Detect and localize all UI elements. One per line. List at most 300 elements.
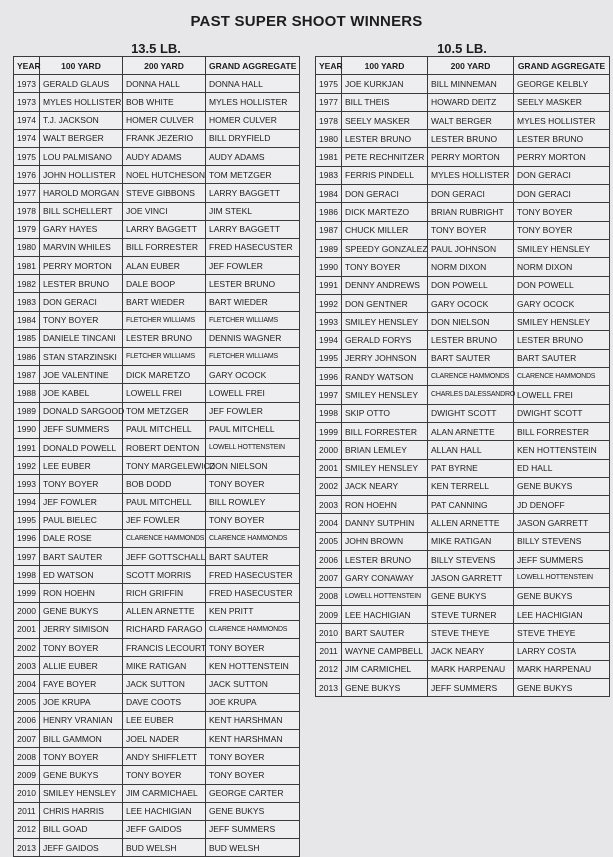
grand-aggregate-cell: BART SAUTER: [514, 349, 610, 367]
100-yard-cell: BILL THEIS: [342, 93, 428, 111]
grand-aggregate-cell: KENT HARSHMAN: [206, 711, 300, 729]
page-title: PAST SUPER SHOOT WINNERS: [190, 13, 423, 30]
table-row: [316, 514, 610, 532]
100-yard-cell: DON GERACI: [40, 293, 123, 311]
grand-aggregate-cell: DON GERACI: [514, 166, 610, 184]
year-cell: 1995: [316, 349, 342, 367]
grand-aggregate-cell: DENNIS WAGNER: [206, 329, 300, 347]
100-yard-cell: GARY CONAWAY: [342, 569, 428, 587]
table-row: [316, 349, 610, 367]
year-cell: 2002: [14, 639, 40, 657]
year-cell: 2008: [316, 587, 342, 605]
200-yard-cell: ALLEN ARNETTE: [123, 602, 206, 620]
grand-aggregate-cell: BILLY STEVENS: [514, 532, 610, 550]
table-row: [14, 147, 300, 165]
200-yard-cell: PAUL MITCHELL: [123, 420, 206, 438]
100-yard-cell: DONALD SARGOOD: [40, 402, 123, 420]
200-yard-cell: DALE BOOP: [123, 275, 206, 293]
200-yard-cell: DONNA HALL: [123, 75, 206, 93]
grand-aggregate-cell: GENE BUKYS: [514, 679, 610, 697]
100-yard-cell: DANNY SUTPHIN: [342, 514, 428, 532]
year-cell: 2006: [14, 711, 40, 729]
100-yard-cell: TONY BOYER: [40, 311, 123, 329]
100-yard-cell: GERALD GLAUS: [40, 75, 123, 93]
table-row: [14, 784, 300, 802]
grand-aggregate-cell: JACK SUTTON: [206, 675, 300, 693]
table-row: [316, 203, 610, 221]
table-row: [14, 420, 300, 438]
year-cell: 1991: [14, 438, 40, 456]
100-yard-cell: ED WATSON: [40, 566, 123, 584]
table-row: [14, 766, 300, 784]
100-yard-cell: DICK MARTEZO: [342, 203, 428, 221]
table-row: [14, 275, 300, 293]
grand-aggregate-cell: BART WIEDER: [206, 293, 300, 311]
grand-aggregate-cell: ED HALL: [514, 459, 610, 477]
year-cell: 1978: [316, 111, 342, 129]
grand-aggregate-cell: JD DENOFF: [514, 496, 610, 514]
table-row: [316, 294, 610, 312]
200-yard-cell: LESTER BRUNO: [428, 130, 514, 148]
table-row: [14, 584, 300, 602]
200-yard-cell: PAT BYRNE: [428, 459, 514, 477]
year-cell: 1993: [316, 313, 342, 331]
200-yard-cell: BILL MINNEMAN: [428, 75, 514, 93]
table-row: [14, 820, 300, 838]
grand-aggregate-cell: BILL FORRESTER: [514, 422, 610, 440]
100-yard-cell: DONALD POWELL: [40, 438, 123, 456]
200-yard-cell: JASON GARRETT: [428, 569, 514, 587]
100-yard-cell: JERRY SIMISON: [40, 620, 123, 638]
year-cell: 1990: [14, 420, 40, 438]
200-yard-cell: BART WIEDER: [123, 293, 206, 311]
year-cell: 1982: [14, 275, 40, 293]
200-yard-cell: ALLEN ARNETTE: [428, 514, 514, 532]
table-row: [14, 111, 300, 129]
200-yard-cell: CHARLES DALESSANDRO: [428, 386, 514, 404]
100-yard-cell: BILL GOAD: [40, 820, 123, 838]
table-row: [316, 496, 610, 514]
200-yard-cell: KEN TERRELL: [428, 477, 514, 495]
100-yard-cell: BART SAUTER: [40, 548, 123, 566]
year-cell: 1999: [316, 422, 342, 440]
grand-aggregate-cell: DON NIELSON: [206, 457, 300, 475]
year-cell: 1996: [14, 529, 40, 547]
200-yard-cell: ALAN EUBER: [123, 257, 206, 275]
winners-table-13-5-lb: [13, 56, 300, 857]
100-yard-cell: FAYE BOYER: [40, 675, 123, 693]
100-yard-cell: CHUCK MILLER: [342, 221, 428, 239]
grand-aggregate-cell: FRED HASECUSTER: [206, 566, 300, 584]
200-yard-cell: LOWELL FREI: [123, 384, 206, 402]
table-row: [14, 238, 300, 256]
100-yard-cell: JOHN HOLLISTER: [40, 166, 123, 184]
grand-aggregate-cell: MYLES HOLLISTER: [514, 111, 610, 129]
200-yard-cell: DICK MARETZO: [123, 366, 206, 384]
200-yard-cell: GENE BUKYS: [428, 587, 514, 605]
year-cell: 1976: [14, 166, 40, 184]
year-cell: 1973: [14, 93, 40, 111]
year-cell: 1978: [14, 202, 40, 220]
grand-aggregate-cell: TONY BOYER: [514, 203, 610, 221]
200-yard-cell: TONY BOYER: [123, 766, 206, 784]
200-yard-cell: TONY MARGELEWICZ: [123, 457, 206, 475]
200-yard-cell: DON GERACI: [428, 185, 514, 203]
200-yard-cell: FRANCIS LECOURT: [123, 639, 206, 657]
year-cell: 2009: [14, 766, 40, 784]
200-yard-cell: JEFF SUMMERS: [428, 679, 514, 697]
100-yard-cell: JEFF GAIDOS: [40, 839, 123, 857]
year-cell: 1994: [316, 331, 342, 349]
200-yard-cell: JOE VINCI: [123, 202, 206, 220]
grand-aggregate-cell: JEFF SUMMERS: [514, 551, 610, 569]
200-yard-cell: FRANK JEZERIO: [123, 129, 206, 147]
200-yard-cell: JEFF GAIDOS: [123, 820, 206, 838]
200-yard-cell: RICH GRIFFIN: [123, 584, 206, 602]
table-row: [316, 368, 610, 386]
table-row: [316, 166, 610, 184]
year-cell: 1997: [14, 548, 40, 566]
grand-aggregate-cell: SMILEY HENSLEY: [514, 313, 610, 331]
table-row: [14, 202, 300, 220]
100-yard-cell: LESTER BRUNO: [342, 551, 428, 569]
grand-aggregate-cell: TONY BOYER: [206, 748, 300, 766]
grand-aggregate-cell: LOWELL FREI: [514, 386, 610, 404]
200-yard-cell: NORM DIXON: [428, 258, 514, 276]
100-yard-cell: GARY HAYES: [40, 220, 123, 238]
100-yard-cell: JOE KABEL: [40, 384, 123, 402]
year-cell: 2007: [316, 569, 342, 587]
200-yard-cell: PERRY MORTON: [428, 148, 514, 166]
200-yard-cell: SCOTT MORRIS: [123, 566, 206, 584]
table-row: [316, 404, 610, 422]
100-yard-cell: DALE ROSE: [40, 529, 123, 547]
grand-aggregate-cell: GENE BUKYS: [514, 587, 610, 605]
100-yard-cell: PETE RECHNITZER: [342, 148, 428, 166]
year-cell: 1977: [316, 93, 342, 111]
grand-aggregate-cell: TOM METZGER: [206, 166, 300, 184]
table-row: [316, 587, 610, 605]
grand-aggregate-cell: GARY OCOCK: [514, 294, 610, 312]
grand-aggregate-cell: GENE BUKYS: [206, 802, 300, 820]
100-yard-cell: PAUL BIELEC: [40, 511, 123, 529]
grand-aggregate-cell: DON GERACI: [514, 185, 610, 203]
200-yard-cell: DAVE COOTS: [123, 693, 206, 711]
100-yard-cell: LEE HACHIGIAN: [342, 605, 428, 623]
year-cell: 1981: [316, 148, 342, 166]
grand-aggregate-cell: JEF FOWLER: [206, 402, 300, 420]
grand-aggregate-cell: FRED HASECUSTER: [206, 238, 300, 256]
200-yard-cell: LEE HACHIGIAN: [123, 802, 206, 820]
100-yard-cell: TONY BOYER: [40, 639, 123, 657]
year-cell: 1998: [14, 566, 40, 584]
table-row: [316, 258, 610, 276]
table-row: [316, 331, 610, 349]
column-header-200-yard: 200 YARD: [428, 57, 514, 75]
table-row: [316, 148, 610, 166]
100-yard-cell: SEELY MASKER: [342, 111, 428, 129]
200-yard-cell: BRIAN RUBRIGHT: [428, 203, 514, 221]
right-table-heading: 10.5 LB.: [437, 41, 487, 56]
table-row: [14, 257, 300, 275]
year-cell: 2010: [316, 624, 342, 642]
100-yard-cell: TONY BOYER: [40, 748, 123, 766]
grand-aggregate-cell: CLARENCE HAMMONDS: [514, 368, 610, 386]
year-cell: 2001: [14, 620, 40, 638]
year-cell: 1996: [316, 368, 342, 386]
grand-aggregate-cell: LOWELL HOTTENSTEIN: [206, 438, 300, 456]
100-yard-cell: ALLIE EUBER: [40, 657, 123, 675]
column-header-100-yard: 100 YARD: [40, 57, 123, 75]
100-yard-cell: SKIP OTTO: [342, 404, 428, 422]
year-cell: 1992: [14, 457, 40, 475]
grand-aggregate-cell: PERRY MORTON: [514, 148, 610, 166]
year-cell: 2004: [316, 514, 342, 532]
year-cell: 2005: [14, 693, 40, 711]
200-yard-cell: PAUL MITCHELL: [123, 493, 206, 511]
year-cell: 2013: [316, 679, 342, 697]
table-row: [14, 311, 300, 329]
200-yard-cell: TONY BOYER: [428, 221, 514, 239]
200-yard-cell: BUD WELSH: [123, 839, 206, 857]
year-cell: 2002: [316, 477, 342, 495]
100-yard-cell: MYLES HOLLISTER: [40, 93, 123, 111]
grand-aggregate-cell: KEN PRITT: [206, 602, 300, 620]
grand-aggregate-cell: LARRY BAGGETT: [206, 220, 300, 238]
table-row: [316, 660, 610, 678]
100-yard-cell: LESTER BRUNO: [40, 275, 123, 293]
grand-aggregate-cell: HOMER CULVER: [206, 111, 300, 129]
grand-aggregate-cell: MARK HARPENAU: [514, 660, 610, 678]
grand-aggregate-cell: JIM STEKL: [206, 202, 300, 220]
100-yard-cell: PERRY MORTON: [40, 257, 123, 275]
grand-aggregate-cell: KEN HOTTENSTEIN: [206, 657, 300, 675]
100-yard-cell: WAYNE CAMPBELL: [342, 642, 428, 660]
table-row: [316, 386, 610, 404]
100-yard-cell: SMILEY HENSLEY: [342, 313, 428, 331]
100-yard-cell: CHRIS HARRIS: [40, 802, 123, 820]
table-row: [14, 166, 300, 184]
year-cell: 2011: [14, 802, 40, 820]
column-header-year: YEAR: [316, 57, 342, 75]
table-row: [14, 366, 300, 384]
table-row: [14, 384, 300, 402]
year-cell: 1975: [14, 147, 40, 165]
100-yard-cell: JOE KRUPA: [40, 693, 123, 711]
table-row: [14, 620, 300, 638]
table-row: [14, 402, 300, 420]
grand-aggregate-cell: TONY BOYER: [206, 766, 300, 784]
year-cell: 1986: [316, 203, 342, 221]
100-yard-cell: SMILEY HENSLEY: [342, 459, 428, 477]
100-yard-cell: DON GENTNER: [342, 294, 428, 312]
table-row: [14, 711, 300, 729]
year-cell: 2004: [14, 675, 40, 693]
200-yard-cell: ALLAN HALL: [428, 441, 514, 459]
table-row: [14, 475, 300, 493]
200-yard-cell: BART SAUTER: [428, 349, 514, 367]
grand-aggregate-cell: BART SAUTER: [206, 548, 300, 566]
year-cell: 1974: [14, 111, 40, 129]
grand-aggregate-cell: DWIGHT SCOTT: [514, 404, 610, 422]
year-cell: 2008: [14, 748, 40, 766]
table-row: [14, 693, 300, 711]
grand-aggregate-cell: LARRY COSTA: [514, 642, 610, 660]
100-yard-cell: HENRY VRANIAN: [40, 711, 123, 729]
200-yard-cell: RICHARD FARAGO: [123, 620, 206, 638]
year-cell: 2003: [316, 496, 342, 514]
table-row: [316, 185, 610, 203]
table-row: [14, 93, 300, 111]
grand-aggregate-cell: LARRY BAGGETT: [206, 184, 300, 202]
table-row: [316, 532, 610, 550]
100-yard-cell: DANIELE TINCANI: [40, 329, 123, 347]
year-cell: 1980: [14, 238, 40, 256]
winners-table-10-5-lb: [315, 56, 610, 697]
100-yard-cell: SPEEDY GONZALEZ: [342, 239, 428, 257]
table-row: [14, 566, 300, 584]
table-row: [316, 441, 610, 459]
200-yard-cell: ANDY SHIFFLETT: [123, 748, 206, 766]
table-row: [316, 239, 610, 257]
100-yard-cell: T.J. JACKSON: [40, 111, 123, 129]
200-yard-cell: TOM METZGER: [123, 402, 206, 420]
100-yard-cell: FERRIS PINDELL: [342, 166, 428, 184]
100-yard-cell: JOE VALENTINE: [40, 366, 123, 384]
100-yard-cell: DENNY ANDREWS: [342, 276, 428, 294]
grand-aggregate-cell: JEFF SUMMERS: [206, 820, 300, 838]
100-yard-cell: HAROLD MORGAN: [40, 184, 123, 202]
grand-aggregate-cell: TONY BOYER: [206, 511, 300, 529]
year-cell: 1984: [316, 185, 342, 203]
table-row: [316, 276, 610, 294]
table-row: [14, 184, 300, 202]
grand-aggregate-cell: LEE HACHIGIAN: [514, 605, 610, 623]
table-row: [316, 75, 610, 93]
table-row: [316, 111, 610, 129]
200-yard-cell: DWIGHT SCOTT: [428, 404, 514, 422]
200-yard-cell: JEF FOWLER: [123, 511, 206, 529]
year-cell: 1989: [14, 402, 40, 420]
200-yard-cell: JACK NEARY: [428, 642, 514, 660]
200-yard-cell: NOEL HUTCHESON: [123, 166, 206, 184]
grand-aggregate-cell: JEF FOWLER: [206, 257, 300, 275]
grand-aggregate-cell: LESTER BRUNO: [514, 331, 610, 349]
year-cell: 2005: [316, 532, 342, 550]
year-cell: 1998: [316, 404, 342, 422]
100-yard-cell: TONY BOYER: [40, 475, 123, 493]
table-row: [14, 802, 300, 820]
year-cell: 1987: [316, 221, 342, 239]
grand-aggregate-cell: GEORGE CARTER: [206, 784, 300, 802]
100-yard-cell: RON HOEHN: [342, 496, 428, 514]
200-yard-cell: LEE EUBER: [123, 711, 206, 729]
year-cell: 1973: [14, 75, 40, 93]
200-yard-cell: MYLES HOLLISTER: [428, 166, 514, 184]
table-row: [316, 313, 610, 331]
100-yard-cell: LESTER BRUNO: [342, 130, 428, 148]
table-row: [14, 748, 300, 766]
table-row: [316, 605, 610, 623]
100-yard-cell: SMILEY HENSLEY: [40, 784, 123, 802]
200-yard-cell: JACK SUTTON: [123, 675, 206, 693]
100-yard-cell: TONY BOYER: [342, 258, 428, 276]
grand-aggregate-cell: LESTER BRUNO: [514, 130, 610, 148]
200-yard-cell: JOEL NADER: [123, 729, 206, 747]
grand-aggregate-cell: JOE KRUPA: [206, 693, 300, 711]
table-row: [14, 329, 300, 347]
100-yard-cell: RANDY WATSON: [342, 368, 428, 386]
grand-aggregate-cell: PAUL MITCHELL: [206, 420, 300, 438]
left-table-heading: 13.5 LB.: [131, 41, 181, 56]
table-row: [14, 438, 300, 456]
200-yard-cell: LARRY BAGGETT: [123, 220, 206, 238]
column-header-100-yard: 100 YARD: [342, 57, 428, 75]
100-yard-cell: LOWELL HOTTENSTEIN: [342, 587, 428, 605]
200-yard-cell: BILLY STEVENS: [428, 551, 514, 569]
year-cell: 1983: [14, 293, 40, 311]
year-cell: 2009: [316, 605, 342, 623]
year-cell: 1986: [14, 348, 40, 366]
year-cell: 2003: [14, 657, 40, 675]
100-yard-cell: GENE BUKYS: [40, 602, 123, 620]
100-yard-cell: SMILEY HENSLEY: [342, 386, 428, 404]
grand-aggregate-cell: LOWELL FREI: [206, 384, 300, 402]
grand-aggregate-cell: GARY OCOCK: [206, 366, 300, 384]
100-yard-cell: MARVIN WHILES: [40, 238, 123, 256]
200-yard-cell: MIKE RATIGAN: [428, 532, 514, 550]
100-yard-cell: DON GERACI: [342, 185, 428, 203]
200-yard-cell: WALT BERGER: [428, 111, 514, 129]
grand-aggregate-cell: FLETCHER WILLIAMS: [206, 311, 300, 329]
100-yard-cell: BILL GAMMON: [40, 729, 123, 747]
year-cell: 1980: [316, 130, 342, 148]
grand-aggregate-cell: DONNA HALL: [206, 75, 300, 93]
table-row: [316, 551, 610, 569]
200-yard-cell: BOB WHITE: [123, 93, 206, 111]
grand-aggregate-cell: SEELY MASKER: [514, 93, 610, 111]
grand-aggregate-cell: TONY BOYER: [206, 475, 300, 493]
year-cell: 1981: [14, 257, 40, 275]
table-row: [14, 293, 300, 311]
100-yard-cell: JACK NEARY: [342, 477, 428, 495]
200-yard-cell: PAUL JOHNSON: [428, 239, 514, 257]
table-row: [14, 675, 300, 693]
grand-aggregate-cell: BILL DRYFIELD: [206, 129, 300, 147]
table-row: [14, 348, 300, 366]
year-cell: 2000: [14, 602, 40, 620]
year-cell: 1985: [14, 329, 40, 347]
200-yard-cell: HOWARD DEITZ: [428, 93, 514, 111]
100-yard-cell: JOHN BROWN: [342, 532, 428, 550]
grand-aggregate-cell: LOWELL HOTTENSTEIN: [514, 569, 610, 587]
grand-aggregate-cell: LESTER BRUNO: [206, 275, 300, 293]
100-yard-cell: JEFF SUMMERS: [40, 420, 123, 438]
table-row: [316, 459, 610, 477]
100-yard-cell: LEE EUBER: [40, 457, 123, 475]
table-header-row: [316, 57, 610, 75]
grand-aggregate-cell: BUD WELSH: [206, 839, 300, 857]
200-yard-cell: JIM CARMICHAEL: [123, 784, 206, 802]
table-row: [316, 624, 610, 642]
grand-aggregate-cell: TONY BOYER: [514, 221, 610, 239]
200-yard-cell: LESTER BRUNO: [428, 331, 514, 349]
100-yard-cell: LOU PALMISANO: [40, 147, 123, 165]
grand-aggregate-cell: STEVE THEYE: [514, 624, 610, 642]
column-header-200-yard: 200 YARD: [123, 57, 206, 75]
year-cell: 2011: [316, 642, 342, 660]
grand-aggregate-cell: CLARENCE HAMMONDS: [206, 620, 300, 638]
